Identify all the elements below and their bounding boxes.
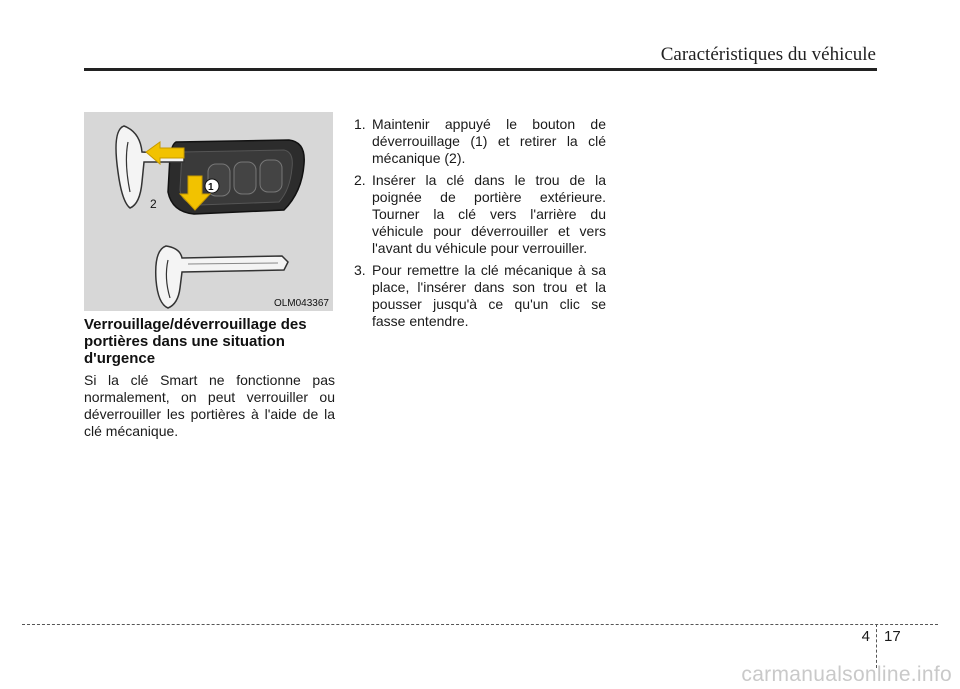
key-fob-drawing (84, 112, 333, 311)
step-text: Pour remettre la clé mécanique à sa place, l'insérer dans son trou et la pousser jusqu'à ce qu'un clic se fasse entendre. (372, 262, 606, 329)
step-item (354, 262, 606, 330)
chapter-number: 4 (861, 628, 870, 645)
page-number: 17 (884, 628, 901, 645)
step-text: Insérer la clé dans le trou de la poignée de portière extérieure. Tourner la clé vers l'arrière du véhicule pour déverrouiller et vers l'avant du véhicule pour verrouiller. (372, 172, 606, 256)
page-number-divider (876, 624, 877, 668)
header-rule (84, 68, 877, 71)
instruction-steps (354, 116, 606, 335)
callout-1-label: 1 (208, 182, 214, 193)
footer-rule (22, 624, 938, 625)
watermark: carmanualsonline.info (741, 663, 952, 686)
step-item (354, 116, 606, 167)
mechanical-key-extracted (156, 246, 288, 308)
fob-button-unlock (260, 160, 282, 192)
step-text: Maintenir appuyé le bouton de déverrouillage (1) et retirer la clé mécanique (2). (372, 116, 606, 166)
step-number: 3. (354, 262, 366, 278)
key-fob-illustration (84, 112, 333, 311)
running-header-title: Caractéristiques du véhicule (660, 44, 876, 65)
step-item (354, 172, 606, 257)
intro-paragraph: Si la clé Smart ne fonctionne pas normalement, on peut verrouiller ou déverrouiller les portières à l'aide de la clé mécanique. (84, 372, 335, 439)
step-number: 2. (354, 172, 366, 188)
figure-code: OLM043367 (273, 298, 329, 309)
fob-button-lock (234, 162, 256, 194)
step-number: 1. (354, 116, 366, 132)
section-heading: Verrouillage/déverrouillage des portières dans une situation d'urgence (84, 316, 307, 367)
callout-2-label: 2 (150, 197, 157, 211)
